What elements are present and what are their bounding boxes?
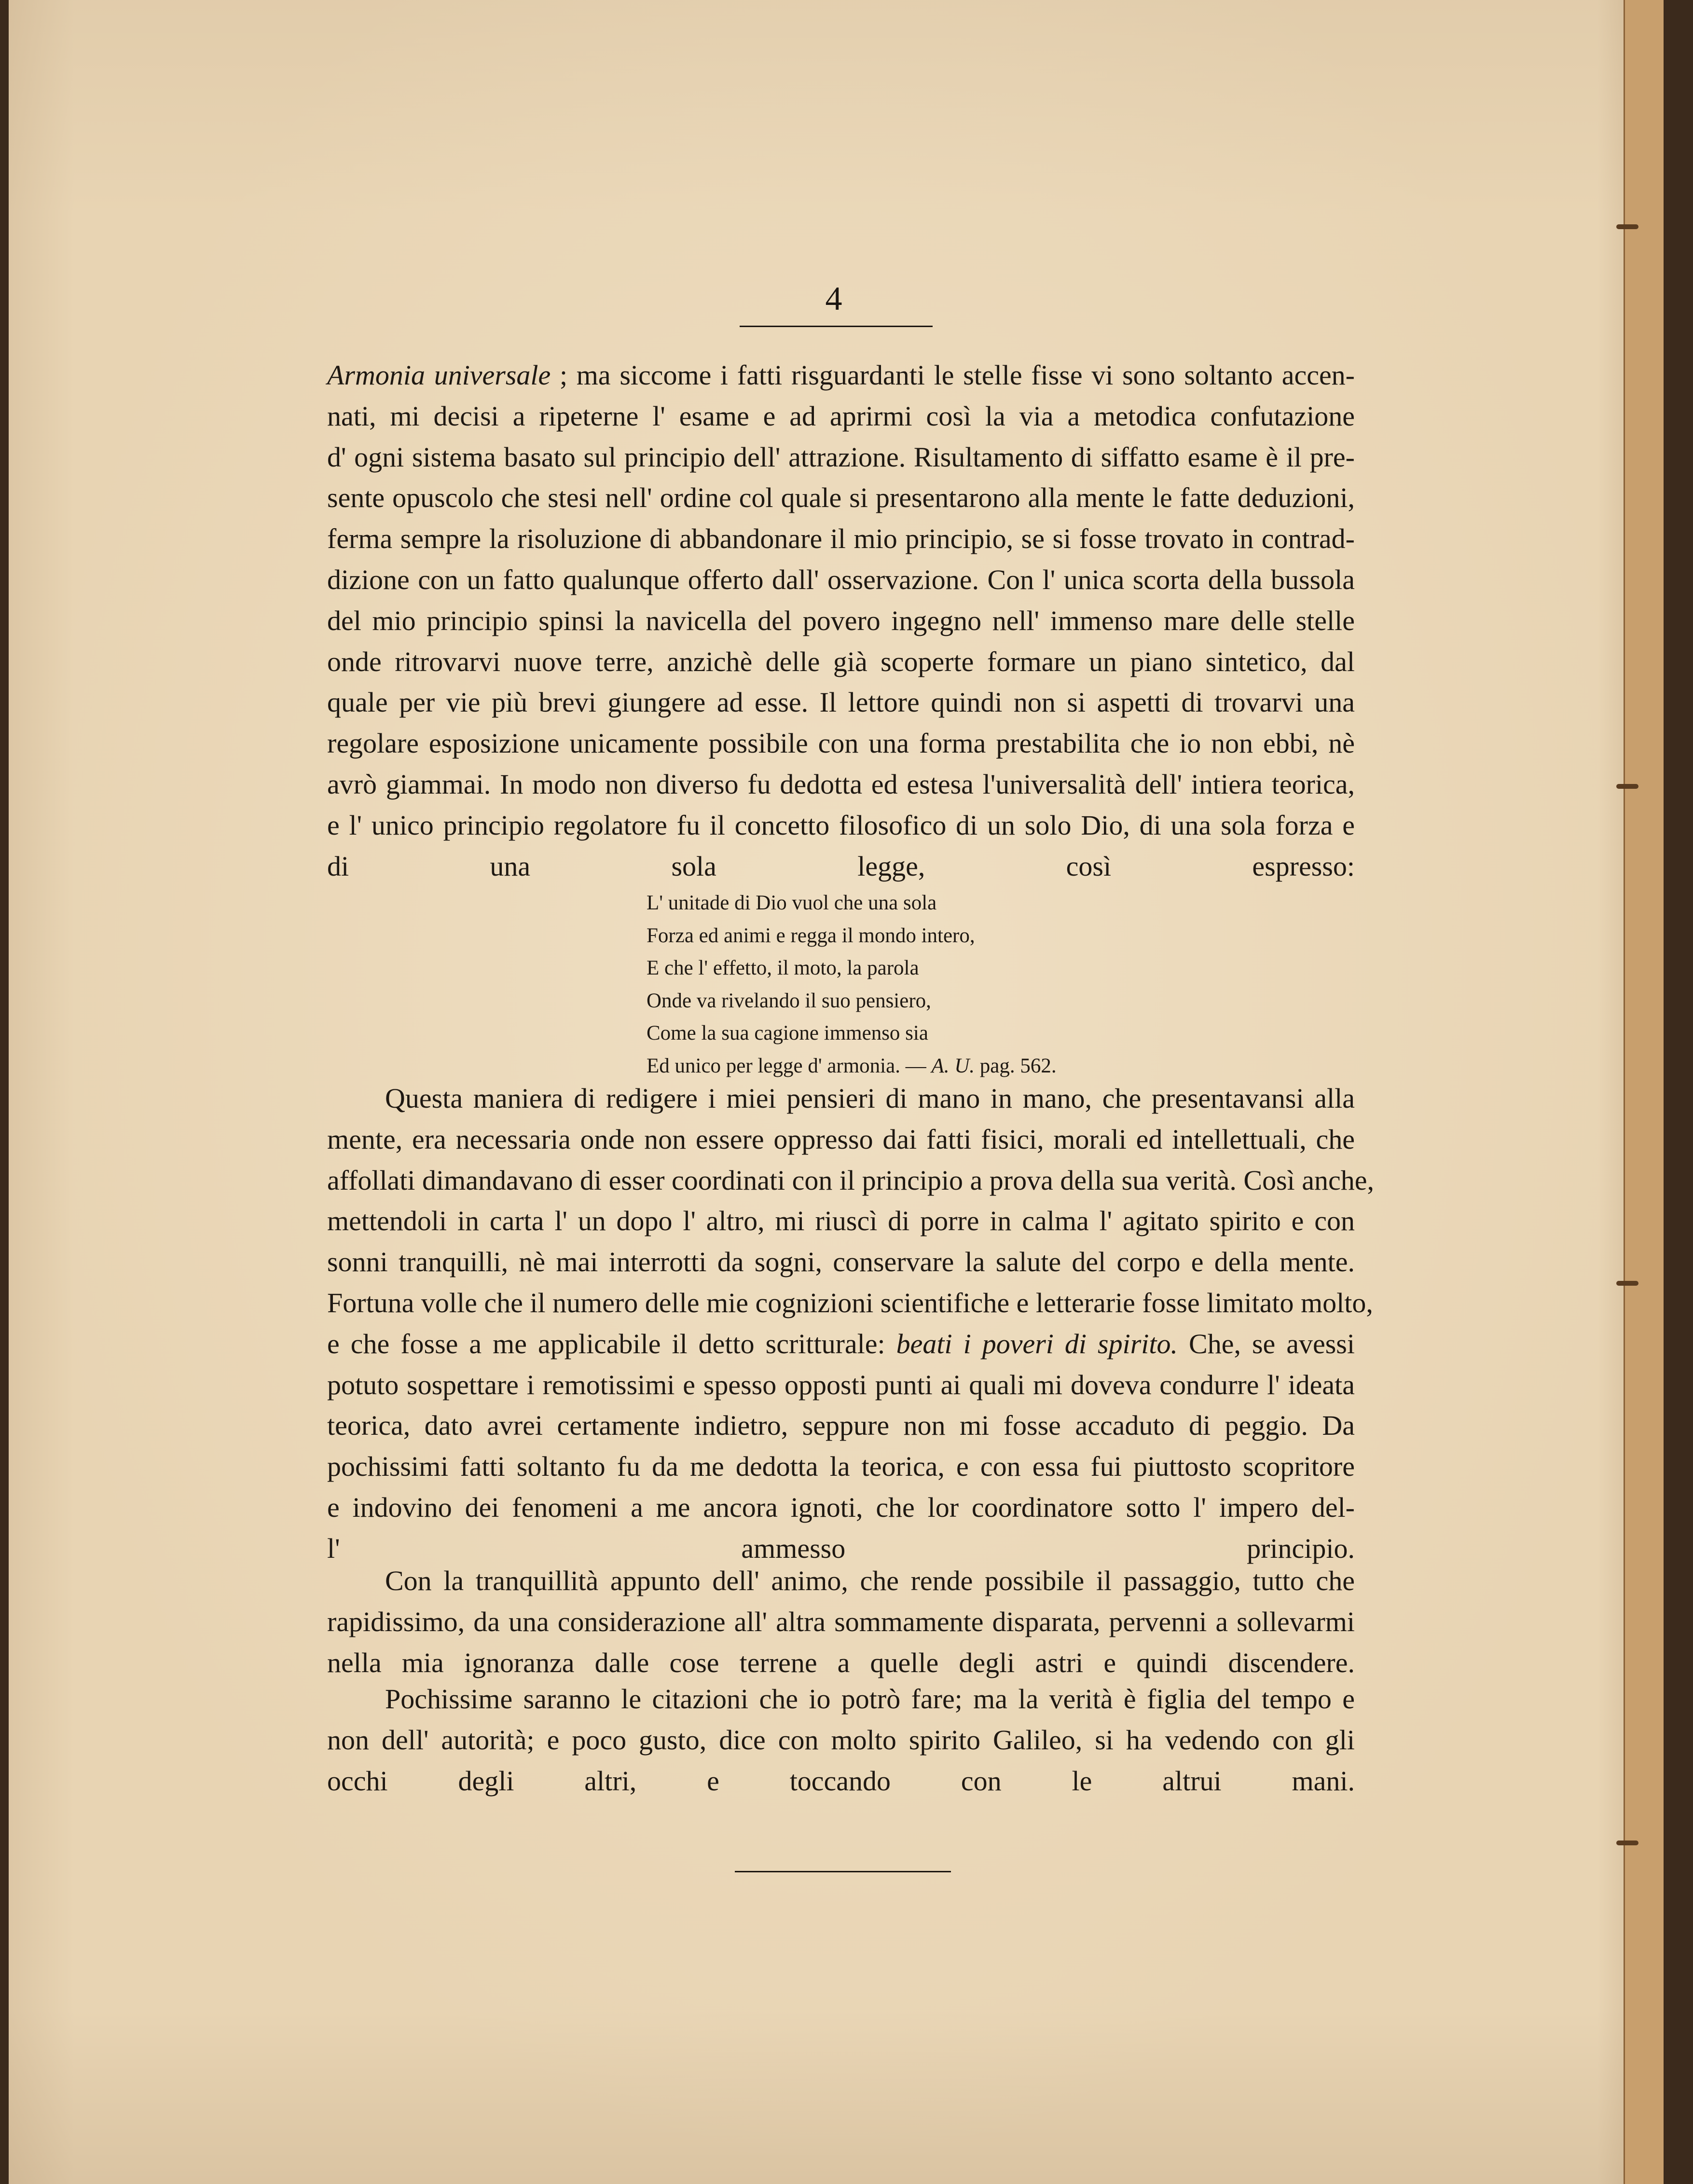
text-line: non dell' autorità; e poco gusto, dice con molto spirito Galileo, si ha vedendo con gli — [327, 1724, 1355, 1756]
text-line: mente, era necessaria onde non essere oppresso dai fatti fisici, morali ed intellettuali, che — [327, 1123, 1355, 1155]
binding-stitch — [1616, 224, 1638, 229]
closing-rule — [735, 1871, 951, 1872]
text-run: e che fosse a me applicabile il detto scritturale: — [327, 1328, 896, 1360]
text-line: quale per vie più brevi giungere ad esse. Il lettore quindi non si aspetti di trovarvi una — [327, 687, 1355, 718]
text-line: e indovino dei fenomeni a me ancora ignoti, che lor coordinatore sotto l' impero del- — [327, 1491, 1355, 1523]
text-line: pochissimi fatti soltanto fu da me dedotta la teorica, e con essa fui piuttosto scopritore — [327, 1451, 1355, 1483]
text-line: rapidissimo, da una considerazione all' altra sommamente disparata, pervenni a sollevarmi — [327, 1606, 1355, 1637]
text-line: occhi degli altri, e toccando con le altrui mani. — [327, 1765, 1355, 1797]
header-rule — [740, 326, 933, 327]
text-line: Pochissime saranno le citazioni che io potrò fare; ma la verità è figlia del tempo e — [385, 1683, 1355, 1715]
scripture-quote: beati i poveri di spirito. — [896, 1328, 1178, 1360]
text-line: Con la tranquillità appunto dell' animo, che rende possibile il passaggio, tutto che — [385, 1565, 1355, 1596]
text-line: nella mia ignoranza dalle cose terrene a quelle degli astri e quindi discendere. — [327, 1647, 1355, 1678]
citation-abbrev: A. U. — [931, 1054, 975, 1077]
text-line: teorica, dato avrei certamente indietro, seppure non mi fosse accaduto di peggio. Da — [327, 1410, 1355, 1442]
text-line: di una sola legge, così espresso: — [327, 850, 1355, 882]
italic-title: Armonia universale — [327, 359, 551, 391]
text-line: avrò giammai. In modo non diverso fu dedotta ed estesa l'universalità dell' intiera teorica, — [327, 768, 1355, 800]
text-line: e l' unico principio regolatore fu il concetto filosofico di un solo Dio, di una sola forza e — [327, 809, 1355, 841]
binding-stitch — [1616, 1281, 1638, 1286]
verse-line: Come la sua cagione immenso sia — [647, 1022, 928, 1044]
book-page — [9, 0, 1664, 2184]
text-line: del mio principio spinsi la navicella del povero ingegno nell' immenso mare delle stelle — [327, 604, 1355, 636]
text-line: mettendoli in carta l' un dopo l' altro, mi riuscì di porre in calma l' agitato spirito e con — [327, 1205, 1355, 1237]
paragraph-intro — [327, 355, 1355, 887]
text-line: regolare esposizione unicamente possibile con una forma prestabilita che io non ebbi, nè — [327, 728, 1355, 759]
text-run: ; ma siccome i fatti risguardanti le stelle fisse vi sono soltanto accen- — [551, 359, 1355, 391]
paragraph-tranquility — [327, 1561, 1355, 1683]
citation-page: pag. 562. — [975, 1054, 1057, 1077]
text-line: sonni tranquilli, nè mai interrotti da sogni, conservare la salute del corpo e della mente. — [327, 1246, 1355, 1278]
paragraph-citations — [327, 1679, 1355, 1801]
verse-quotation — [647, 887, 1081, 1082]
text-line — [327, 355, 1355, 396]
text-line: Questa maniera di redigere i miei pensieri di mano in mano, che presentavansi alla — [385, 1083, 1355, 1114]
text-line — [327, 1324, 1355, 1365]
text-line: d' ogni sistema basato sul principio dell' attrazione. Risultamento di siffatto esame è il pre- — [327, 441, 1355, 473]
binding-edge — [1624, 0, 1664, 2184]
verse-line: Onde va rivelando il suo pensiero, — [647, 989, 931, 1012]
binding-stitch — [1616, 784, 1638, 789]
verse-line — [647, 1050, 1081, 1083]
text-line: affollati dimandavano di esser coordinati con il principio a prova della sua verità. Così anche, — [327, 1164, 1375, 1196]
text-line: dizione con un fatto qualunque offerto dall' osservazione. Con l' unica scorta della bussola — [327, 563, 1355, 595]
text-run: Ed unico per legge d' armonia. — — [647, 1054, 932, 1077]
binding-stitch — [1616, 1841, 1638, 1845]
text-line: ferma sempre la risoluzione di abbandonare il mio principio, se si fosse trovato in contrad- — [327, 523, 1355, 555]
text-line: onde ritrovarvi nuove terre, anzichè delle già scoperte formare un piano sintetico, dal — [327, 646, 1355, 677]
text-line: sente opuscolo che stesi nell' ordine col quale si presentarono alla mente le fatte deduzioni, — [327, 482, 1355, 514]
paragraph-method — [327, 1078, 1375, 1569]
text-line: nati, mi decisi a ripeterne l' esame e ad aprirmi così la via a metodica confutazione — [327, 400, 1355, 432]
verse-line: L' unitade di Dio vuol che una sola — [647, 892, 937, 914]
text-run: Che, se avessi — [1178, 1328, 1355, 1360]
text-line: potuto sospettare i remotissimi e spesso opposti punti ai quali mi doveva condurre l' ideata — [327, 1369, 1355, 1401]
text-line: Fortuna volle che il numero delle mie cognizioni scientifiche e letterarie fosse limitato molto, — [327, 1287, 1373, 1319]
verse-line: E che l' effetto, il moto, la parola — [647, 957, 919, 979]
page-number: 4 — [825, 280, 842, 317]
verse-line: Forza ed animi e regga il mondo intero, — [647, 924, 975, 947]
text-line: l' ammesso principio. — [327, 1532, 1355, 1564]
